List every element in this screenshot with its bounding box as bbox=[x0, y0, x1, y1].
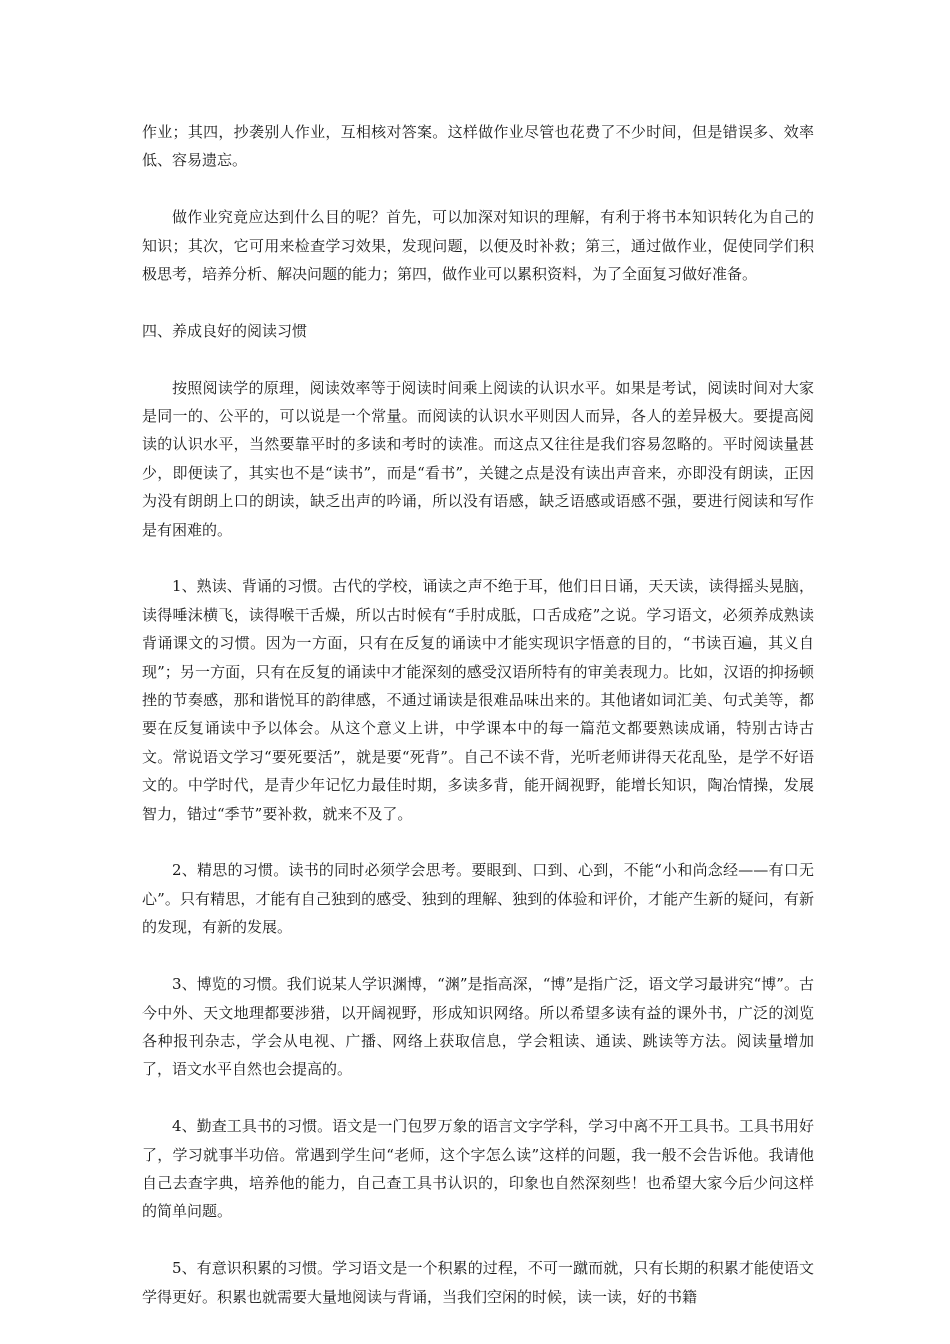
paragraph-reading-efficiency: 按照阅读学的原理，阅读效率等于阅读时间乘上阅读的认识水平。如果是考试，阅读时间对大家是同一的、公平的，可以说是一个常量。而阅读的认识水平则因人而异，各人的差异极大。要提高阅读的认识水平，当然要靠平时的多读和考时的读准。而这点又往往是我们容易忽略的。平时阅读量甚少，即便读了，其实也不是“读书”，而是“看书”，关键之点是没有读出声音来，亦即没有朗读，正因为没有朗朗上口的朗读，缺乏出声的吟诵，所以没有语感，缺乏语感或语感不强，要进行阅读和写作是有困难的。 bbox=[142, 378, 814, 539]
paragraph-habit-wide-reading: 3、博览的习惯。我们说某人学识渊博，“渊”是指高深，“博”是指广泛，语文学习最讲究“博”。古今中外、天文地理都要涉猎，以开阔视野，形成知识网络。所以希望多读有益的课外书，广泛的浏览各种报刊杂志，学会从电视、广播、网络上获取信息，学会粗读、通读、跳读等方法。阅读量增加了，语文水平自然也会提高的。 bbox=[142, 975, 814, 1079]
paragraph-habit-reference-books: 4、勤查工具书的习惯。语文是一门包罗万象的语言文字学科，学习中离不开工具书。工具书用好了，学习就事半功倍。常遇到学生问“老师，这个字怎么读”这样的问题，我一般不会告诉他。我请他自己去查字典，培养他的能力，自己查工具书认识的，印象也自然深刻些！也希望大家今后少问这样的简单问题。 bbox=[142, 1117, 814, 1221]
paragraph-homework-methods-end: 作业；其四，抄袭别人作业，互相核对答案。这样做作业尽管也花费了不少时间，但是错误多、效率低、容易遗忘。 bbox=[142, 123, 814, 170]
paragraph-habit-recitation: 1、熟读、背诵的习惯。古代的学校，诵读之声不绝于耳，他们日日诵，天天读，读得摇头晃脑，读得唾沫横飞，读得喉干舌燥，所以古时候有“手肘成胝，口舌成疮”之说。学习语文，必须养成熟读背诵课文的习惯。因为一方面，只有在反复的诵读中才能实现识字悟意的目的，“书读百遍，其义自现”；另一方面，只有在反复的诵读中才能深刻的感受汉语所特有的审美表现力。比如，汉语的抑扬顿挫的节奏感，那和谐悦耳的韵律感，不通过诵读是很难品味出来的。其他诸如词汇美、句式美等，都要在反复诵读中予以体会。从这个意义上讲，中学课本中的每一篇范文都要熟读成诵，特别古诗古文。常说语文学习“要死要活”，就是要“死背”。自己不读不背，光听老师讲得天花乱坠，是学不好语文的。中学时代，是青少年记忆力最佳时期，多读多背，能开阔视野，能增长知识，陶冶情操，发展智力，错过“季节”要补救，就来不及了。 bbox=[142, 577, 814, 823]
paragraph-habit-accumulation: 5、有意识积累的习惯。学习语文是一个积累的过程，不可一蹴而就，只有长期的积累才能使语文学得更好。积累也就需要大量地阅读与背诵，当我们空闲的时候，读一读，好的书籍 bbox=[142, 1259, 814, 1306]
section-heading-reading-habits: 四、养成良好的阅读习惯 bbox=[142, 321, 308, 340]
paragraph-homework-purpose: 做作业究竟应达到什么目的呢？首先，可以加深对知识的理解，有利于将书本知识转化为自己的知识；其次，它可用来检查学习效果，发现问题，以便及时补救；第三，通过做作业，促使同学们积极思考，培养分析、解决问题的能力；第四，做作业可以累积资料，为了全面复习做好准备。 bbox=[142, 208, 814, 284]
paragraph-habit-thinking: 2、精思的习惯。读书的同时必须学会思考。要眼到、口到、心到，不能“小和尚念经——有口无心”。只有精思，才能有自己独到的感受、独到的理解、独到的体验和评价，才能产生新的疑问，有新的发现，有新的发展。 bbox=[142, 861, 814, 937]
document-page bbox=[142, 118, 814, 1311]
